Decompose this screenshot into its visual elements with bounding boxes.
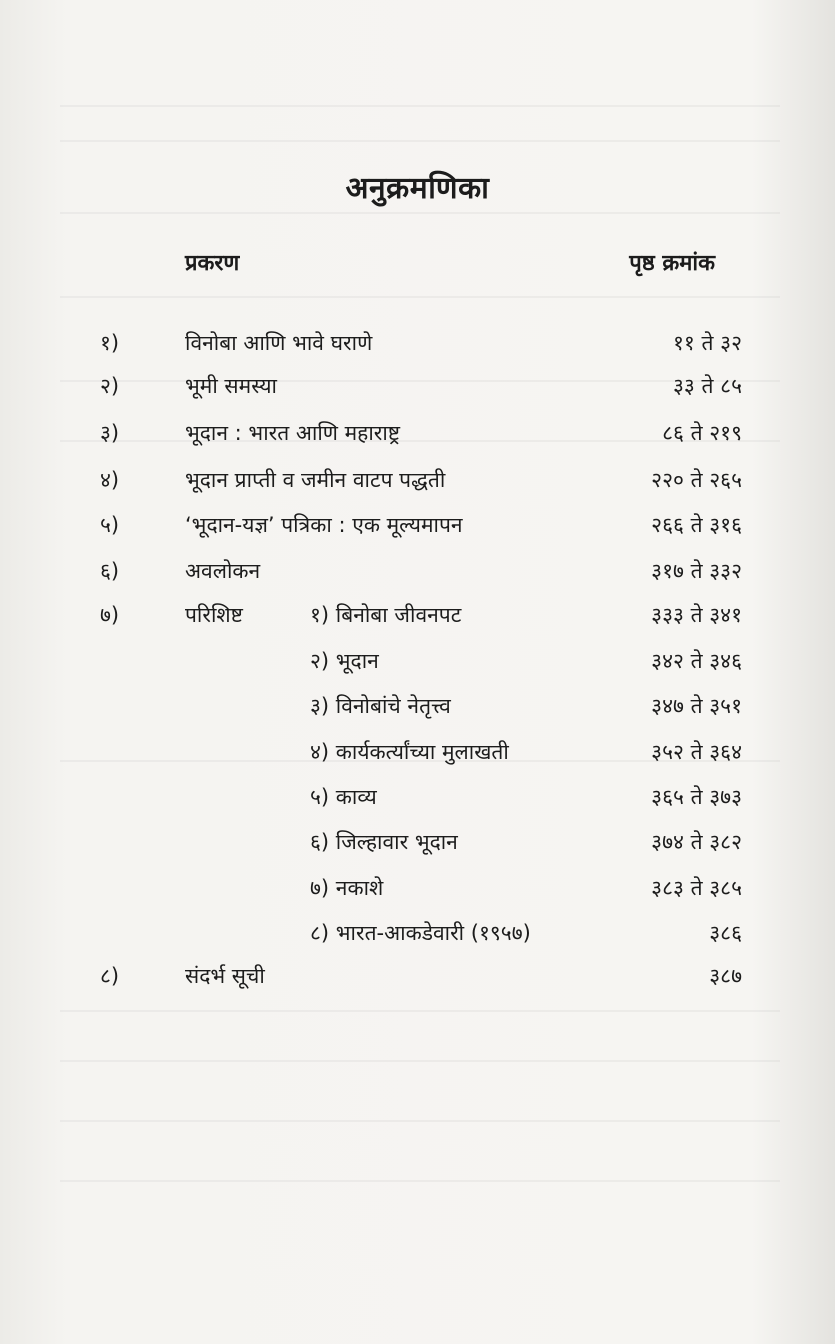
page-range: २२० ते २६५ <box>651 468 742 492</box>
appendix-title: ८) भारत-आकडेवारी (१९५७) <box>310 921 531 945</box>
page-range: ३४७ ते ३५१ <box>651 694 742 718</box>
appendix-title: २) भूदान <box>310 649 379 673</box>
chapter-title: भूमी समस्या <box>185 374 277 398</box>
chapter-title: संदर्भ सूची <box>185 964 265 988</box>
chapter-title: अवलोकन <box>185 559 261 583</box>
appendix-title: १) बिनोबा जीवनपट <box>310 603 462 627</box>
appendix-title: ७) नकाशे <box>310 876 384 900</box>
column-header-page: पृष्ठ क्रमांक <box>629 251 715 276</box>
toc-entry <box>0 962 835 1002</box>
show-through-line <box>60 296 780 298</box>
chapter-number: १) <box>100 331 120 355</box>
appendix-entry <box>0 647 835 687</box>
appendix-title: ५) काव्य <box>310 785 377 809</box>
chapter-number: ५) <box>100 513 120 537</box>
chapter-number: ७) <box>100 603 120 627</box>
page-range: ३४२ ते ३४६ <box>651 649 742 673</box>
page-range: ३८७ <box>709 964 742 988</box>
toc-entry <box>0 329 835 369</box>
appendix-entry <box>0 919 835 959</box>
page-range: ३३३ ते ३४१ <box>651 603 742 627</box>
appendix-entry <box>0 874 835 914</box>
appendix-entry <box>0 738 835 778</box>
show-through-line <box>60 1180 780 1182</box>
page-range: ३८३ ते ३८५ <box>651 876 742 900</box>
appendix-entry <box>0 783 835 823</box>
chapter-title: भूदान प्राप्ती व जमीन वाटप पद्धती <box>185 468 446 492</box>
toc-entry <box>0 511 835 551</box>
chapter-number: ४) <box>100 468 120 492</box>
show-through-line <box>60 1060 780 1062</box>
chapter-number: २) <box>100 374 120 398</box>
appendix-entry <box>0 692 835 732</box>
page-range: ३१७ ते ३३२ <box>651 559 742 583</box>
page-range: २६६ ते ३१६ <box>651 513 742 537</box>
toc-entry <box>0 557 835 597</box>
chapter-title: परिशिष्ट <box>185 603 243 627</box>
show-through-line <box>60 1010 780 1012</box>
appendix-entry <box>0 601 835 641</box>
page-range: ३३ ते ८५ <box>672 374 742 398</box>
chapter-title: ‘भूदान-यज्ञ’ पत्रिका : एक मूल्यमापन <box>185 513 463 537</box>
page-range: ३५२ ते ३६४ <box>651 740 742 764</box>
toc-entry <box>0 372 835 412</box>
appendix-entry <box>0 828 835 868</box>
chapter-title: भूदान : भारत आणि महाराष्ट्र <box>185 421 401 445</box>
page-range: ३६५ ते ३७३ <box>651 785 742 809</box>
show-through-line <box>60 1120 780 1122</box>
toc-entry <box>0 466 835 506</box>
page-range: ११ ते ३२ <box>672 331 742 355</box>
appendix-title: ६) जिल्हावार भूदान <box>310 830 458 854</box>
show-through-line <box>60 140 780 142</box>
column-header-chapter: प्रकरण <box>185 251 240 276</box>
appendix-title: ४) कार्यकर्त्यांच्या मुलाखती <box>310 740 509 764</box>
chapter-number: ३) <box>100 421 120 445</box>
chapter-number: ८) <box>100 964 120 988</box>
page-range: ३७४ ते ३८२ <box>651 830 742 854</box>
show-through-line <box>60 212 780 214</box>
page-range: ३८६ <box>709 921 742 945</box>
page-range: ८६ ते २१९ <box>662 421 742 445</box>
show-through-line <box>60 105 780 107</box>
toc-heading: अनुक्रमणिका <box>345 171 490 206</box>
chapter-title: विनोबा आणि भावे घराणे <box>185 331 373 355</box>
chapter-number: ६) <box>100 559 120 583</box>
toc-entry <box>0 419 835 459</box>
appendix-title: ३) विनोबांचे नेतृत्त्व <box>310 694 451 718</box>
